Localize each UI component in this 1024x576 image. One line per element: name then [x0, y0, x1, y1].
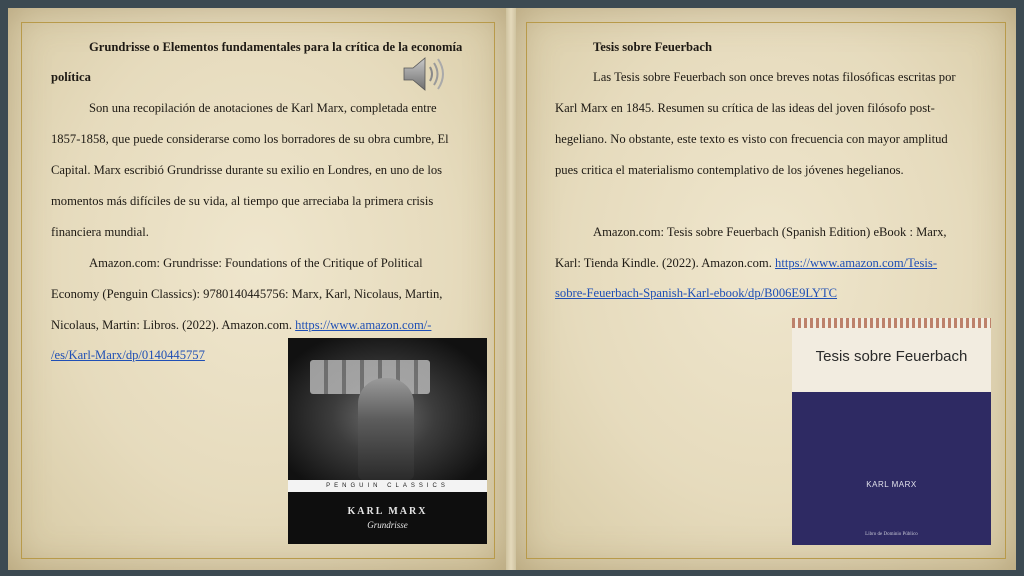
- cover-author: KARL MARX: [347, 506, 428, 517]
- right-para-line: Karl Marx en 1845. Resumen su crítica de las ideas del joven filósofo post-: [555, 101, 935, 115]
- left-para-line: financiera mundial.: [51, 225, 149, 239]
- right-amazon-link-part1[interactable]: https://www.amazon.com/Tesis-: [775, 256, 938, 270]
- left-ref-line-with-link: [51, 318, 431, 333]
- grundrisse-book-cover: [288, 338, 487, 544]
- book-gutter: [506, 8, 516, 570]
- left-link-line2: [51, 348, 205, 363]
- right-para-line: Las Tesis sobre Feuerbach son once breves notas filosóficas escritas por: [593, 70, 956, 84]
- left-ref-line: Economy (Penguin Classics): 9780140445756: Marx, Karl, Nicolaus, Martin,: [51, 287, 443, 301]
- speaker-icon[interactable]: [400, 52, 448, 96]
- left-para-line: momentos más difíciles de su vida, al tiempo que arreciaba la primera crisis: [51, 194, 434, 208]
- right-link-line2: [555, 286, 837, 301]
- left-heading-line2: política: [51, 70, 91, 84]
- cover-photo: [288, 338, 487, 480]
- cover-author: KARL MARX: [866, 480, 917, 489]
- right-heading: Tesis sobre Feuerbach: [593, 40, 712, 54]
- right-ref-line: Amazon.com: Tesis sobre Feuerbach (Spanish Edition) eBook : Marx,: [593, 225, 947, 239]
- tesis-book-cover: [792, 318, 991, 545]
- right-ref-text: Karl: Tienda Kindle. (2022). Amazon.com.: [555, 256, 772, 270]
- left-heading-line1: Grundrisse o Elementos fundamentales para la crítica de la economía: [89, 40, 463, 54]
- cover-top-panel: [792, 318, 991, 392]
- left-para-line: 1857-1858, que puede considerarse como los borradores de su obra cumbre, El: [51, 132, 449, 146]
- cover-title: Tesis sobre Feuerbach: [815, 348, 968, 365]
- right-amazon-link-part2[interactable]: sobre-Feuerbach-Spanish-Karl-ebook/dp/B006E9LYTC: [555, 286, 838, 300]
- left-amazon-link-part2[interactable]: /es/Karl-Marx/dp/0140445757: [51, 348, 205, 362]
- left-para-line: Capital. Marx escribió Grundrisse durante su exilio en Londres, en uno de los: [51, 163, 443, 177]
- left-amazon-link-part1[interactable]: https://www.amazon.com/-: [295, 318, 432, 332]
- penguin-classics-band: PENGUIN CLASSICS: [288, 480, 487, 492]
- cover-pattern: [792, 318, 991, 328]
- right-para-line: hegeliano. No obstante, este texto es visto con frecuencia con mayor amplitud: [555, 132, 948, 146]
- left-ref-text: Nicolaus, Martin: Libros. (2022). Amazon.com.: [51, 318, 292, 332]
- right-ref-line-with-link: [555, 256, 937, 271]
- cover-title: Grundrisse: [367, 520, 408, 530]
- left-ref-line: Amazon.com: Grundrisse: Foundations of the Critique of Political: [89, 256, 423, 270]
- cover-photo-figure: [358, 378, 414, 480]
- cover-publisher: Libro de Dominio Público: [865, 532, 918, 537]
- left-para-line: Son una recopilación de anotaciones de Karl Marx, completada entre: [89, 101, 437, 115]
- right-para-line: pues critica el materialismo contemplativo de los jóvenes hegelianos.: [555, 163, 904, 177]
